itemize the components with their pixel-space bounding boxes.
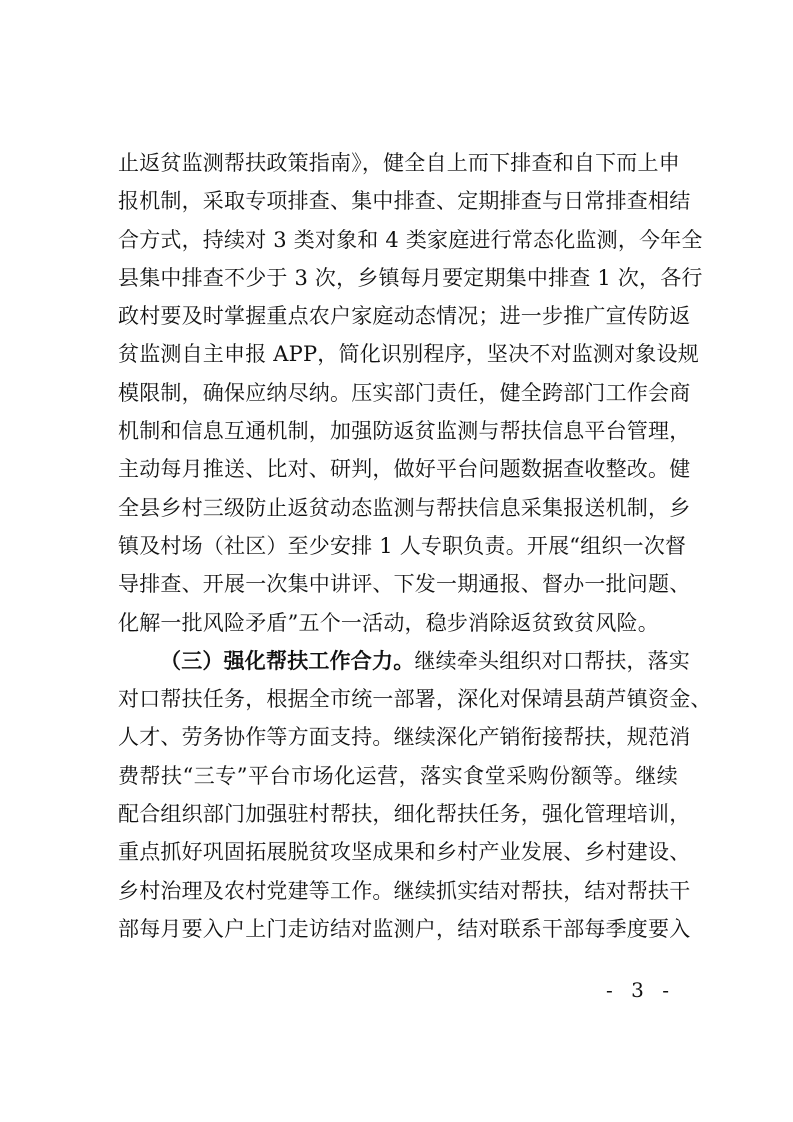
text-line: 重点抓好巩固拓展脱贫攻坚成果和乡村产业发展、乡村建设、 [118,840,691,865]
section-heading-rest: 继续牵头组织对口帮扶，落实 [414,648,691,673]
text-line: 费帮扶“三专”平台市场化运营，落实食堂采购份额等。继续 [118,763,678,788]
text-line: 人才、劳务协作等方面支持。继续深化产销衔接帮扶，规范消 [118,725,691,750]
section-first-line [118,642,691,680]
text-line: 对口帮扶任务，根据全市统一部署，深化对保靖县葫芦镇资金、 [118,687,712,712]
section-heading: （三）强化帮扶工作合力。 [160,647,415,673]
page-number: - 3 - [606,978,675,1002]
text-line: 导排查、开展一次集中讲评、下发一期通报、督办一批问题、 [118,572,691,597]
text-line: 部每月要入户上门走访结对监测户，结对联系干部每季度要入 [118,916,691,941]
text-line: 止返贫监测帮扶政策指南》，健全自上而下排查和自下而上申 [118,151,680,175]
text-line: 县集中排查不少于 3 次，乡镇每月要定期集中排查 1 次，各行 [118,265,703,290]
text-line: 模限制，确保应纳尽纳。压实部门责任，健全跨部门工作会商 [118,380,691,405]
text-line: 配合组织部门加强驻村帮扶，细化帮扶任务，强化管理培训， [118,802,691,827]
text-line: 乡村治理及农村党建等工作。继续抓实结对帮扶，结对帮扶干 [118,878,691,903]
text-line: 报机制，采取专项排查、集中排查、定期排查与日常排查相结 [118,189,691,214]
text-line: 合方式，持续对 3 类对象和 4 类家庭进行常态化监测，今年全 [118,227,703,252]
text-line: 化解一批风险矛盾”五个一活动，稳步消除返贫致贫风险。 [118,610,659,635]
text-line: 全县乡村三级防止返贫动态监测与帮扶信息采集报送机制，乡 [118,495,691,520]
text-line: 主动每月推送、比对、研判，做好平台问题数据查收整改。健 [118,457,691,482]
text-line: 贫监测自主申报 APP，简化识别程序，坚决不对监测对象设规 [118,342,699,367]
text-line: 政村要及时掌握重点农户家庭动态情况；进一步推广宣传防返 [118,304,691,329]
body-text [118,144,712,948]
text-line: 机制和信息互通机制，加强防返贫监测与帮扶信息平台管理， [118,419,691,444]
text-line: 镇及村场（社区）至少安排 1 人专职负责。开展“组织一次督 [118,533,687,558]
